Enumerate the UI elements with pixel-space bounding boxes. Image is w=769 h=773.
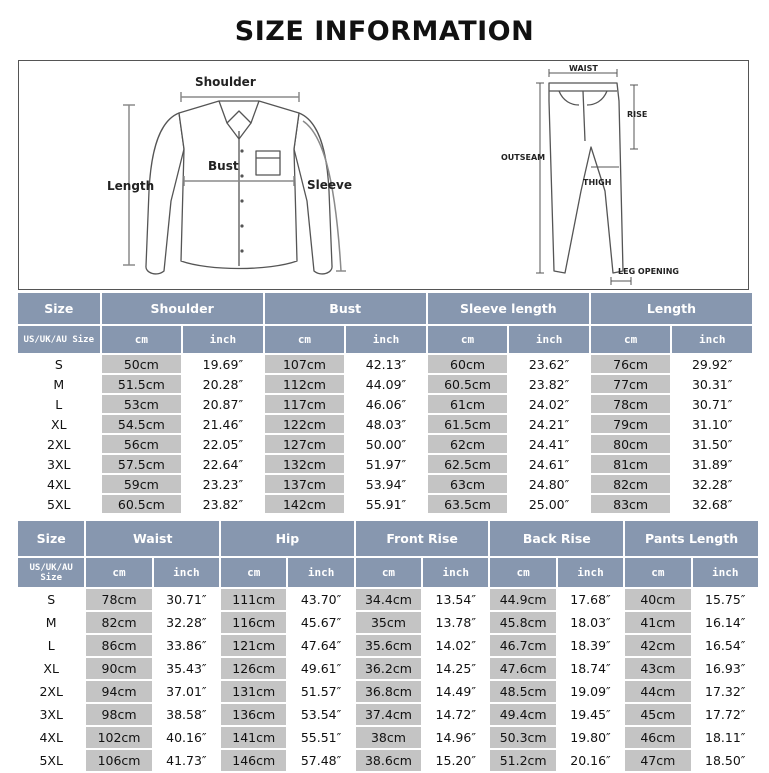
cm-value-cell: 36.8cm: [356, 681, 421, 702]
inch-value-cell: 17.72″: [693, 704, 759, 725]
cm-value-cell: 51.2cm: [490, 750, 555, 771]
inch-value-cell: 23.82″: [183, 495, 263, 513]
size-cell: XL: [18, 415, 100, 433]
inch-value-cell: 16.93″: [693, 658, 759, 679]
unit-cm-header: cm: [86, 558, 151, 587]
cm-value-cell: 45cm: [625, 704, 690, 725]
measurement-diagram: [18, 60, 749, 290]
shirt-illustration: [146, 101, 332, 274]
inch-value-cell: 32.28″: [672, 475, 752, 493]
cm-value-cell: 141cm: [221, 727, 286, 748]
unit-cm-header: cm: [102, 326, 182, 353]
inch-value-cell: 30.31″: [672, 375, 752, 393]
inch-value-cell: 15.75″: [693, 589, 759, 610]
inch-value-cell: 17.68″: [558, 589, 623, 610]
inch-value-cell: 51.57″: [288, 681, 353, 702]
inch-value-cell: 14.25″: [423, 658, 488, 679]
top-size-table: [16, 291, 754, 515]
table-row: [18, 727, 758, 748]
size-region-label: US/UK/AU Size: [18, 558, 84, 587]
cm-value-cell: 61.5cm: [428, 415, 508, 433]
cm-value-cell: 46cm: [625, 727, 690, 748]
cm-value-cell: 102cm: [86, 727, 151, 748]
inch-value-cell: 20.87″: [183, 395, 263, 413]
cm-value-cell: 122cm: [265, 415, 345, 433]
size-cell: 2XL: [18, 435, 100, 453]
cm-value-cell: 121cm: [221, 635, 286, 656]
group-header: Length: [591, 293, 752, 324]
unit-cm-header: cm: [221, 558, 286, 587]
inch-value-cell: 20.28″: [183, 375, 263, 393]
page-title: SIZE INFORMATION: [234, 16, 535, 47]
cm-value-cell: 35.6cm: [356, 635, 421, 656]
inch-value-cell: 51.97″: [346, 455, 426, 473]
cm-value-cell: 54.5cm: [102, 415, 182, 433]
cm-value-cell: 79cm: [591, 415, 671, 433]
cm-value-cell: 136cm: [221, 704, 286, 725]
table-row: [18, 395, 752, 413]
cm-value-cell: 76cm: [591, 355, 671, 373]
inch-value-cell: 42.13″: [346, 355, 426, 373]
inch-value-cell: 14.72″: [423, 704, 488, 725]
size-cell: S: [18, 355, 100, 373]
group-header: Back Rise: [490, 521, 623, 556]
cm-value-cell: 46.7cm: [490, 635, 555, 656]
inch-value-cell: 18.50″: [693, 750, 759, 771]
inch-value-cell: 17.32″: [693, 681, 759, 702]
cm-value-cell: 36.2cm: [356, 658, 421, 679]
bottom-size-table: [16, 519, 760, 773]
inch-value-cell: 40.16″: [154, 727, 219, 748]
inch-value-cell: 48.03″: [346, 415, 426, 433]
size-region-label: US/UK/AU Size: [18, 326, 100, 353]
inch-value-cell: 15.20″: [423, 750, 488, 771]
inch-value-cell: 24.61″: [509, 455, 589, 473]
unit-cm-header: cm: [625, 558, 690, 587]
inch-value-cell: 16.54″: [693, 635, 759, 656]
cm-value-cell: 38cm: [356, 727, 421, 748]
inch-value-cell: 14.49″: [423, 681, 488, 702]
size-cell: L: [18, 395, 100, 413]
cm-value-cell: 63.5cm: [428, 495, 508, 513]
group-header: Sleeve length: [428, 293, 589, 324]
inch-value-cell: 30.71″: [154, 589, 219, 610]
outseam-label: OUTSEAM: [501, 153, 546, 162]
inch-value-cell: 19.69″: [183, 355, 263, 373]
inch-value-cell: 53.54″: [288, 704, 353, 725]
cm-value-cell: 146cm: [221, 750, 286, 771]
size-cell: 4XL: [18, 475, 100, 493]
cm-value-cell: 112cm: [265, 375, 345, 393]
cm-value-cell: 61cm: [428, 395, 508, 413]
inch-value-cell: 19.45″: [558, 704, 623, 725]
inch-value-cell: 55.91″: [346, 495, 426, 513]
size-cell: 4XL: [18, 727, 84, 748]
table-row: [18, 455, 752, 473]
table-row: [18, 589, 758, 610]
size-cell: S: [18, 589, 84, 610]
cm-value-cell: 82cm: [591, 475, 671, 493]
table-row: [18, 355, 752, 373]
cm-value-cell: 83cm: [591, 495, 671, 513]
table-row: [18, 681, 758, 702]
size-cell: 3XL: [18, 704, 84, 725]
inch-value-cell: 31.10″: [672, 415, 752, 433]
cm-value-cell: 132cm: [265, 455, 345, 473]
unit-inch-header: inch: [346, 326, 426, 353]
inch-value-cell: 24.41″: [509, 435, 589, 453]
size-header: Size: [18, 293, 100, 324]
cm-value-cell: 44.9cm: [490, 589, 555, 610]
cm-value-cell: 56cm: [102, 435, 182, 453]
inch-value-cell: 57.48″: [288, 750, 353, 771]
inch-value-cell: 22.64″: [183, 455, 263, 473]
inch-value-cell: 41.73″: [154, 750, 219, 771]
rise-label: RISE: [627, 110, 648, 119]
cm-value-cell: 78cm: [86, 589, 151, 610]
cm-value-cell: 42cm: [625, 635, 690, 656]
inch-value-cell: 29.92″: [672, 355, 752, 373]
inch-value-cell: 19.80″: [558, 727, 623, 748]
cm-value-cell: 38.6cm: [356, 750, 421, 771]
cm-value-cell: 37.4cm: [356, 704, 421, 725]
cm-value-cell: 90cm: [86, 658, 151, 679]
cm-value-cell: 43cm: [625, 658, 690, 679]
cm-value-cell: 116cm: [221, 612, 286, 633]
group-header: Waist: [86, 521, 219, 556]
table-row: [18, 415, 752, 433]
cm-value-cell: 81cm: [591, 455, 671, 473]
table-row: [18, 475, 752, 493]
garment-illustration: [19, 61, 750, 291]
unit-inch-header: inch: [154, 558, 219, 587]
size-header: Size: [18, 521, 84, 556]
cm-value-cell: 62cm: [428, 435, 508, 453]
inch-value-cell: 21.46″: [183, 415, 263, 433]
inch-value-cell: 18.74″: [558, 658, 623, 679]
inch-value-cell: 23.82″: [509, 375, 589, 393]
unit-cm-header: cm: [591, 326, 671, 353]
size-cell: M: [18, 612, 84, 633]
unit-inch-header: inch: [183, 326, 263, 353]
cm-value-cell: 94cm: [86, 681, 151, 702]
inch-value-cell: 24.80″: [509, 475, 589, 493]
cm-value-cell: 35cm: [356, 612, 421, 633]
cm-value-cell: 47.6cm: [490, 658, 555, 679]
cm-value-cell: 111cm: [221, 589, 286, 610]
inch-value-cell: 25.00″: [509, 495, 589, 513]
cm-value-cell: 98cm: [86, 704, 151, 725]
table-row: [18, 658, 758, 679]
inch-value-cell: 47.64″: [288, 635, 353, 656]
inch-value-cell: 13.54″: [423, 589, 488, 610]
cm-value-cell: 62.5cm: [428, 455, 508, 473]
unit-inch-header: inch: [693, 558, 759, 587]
cm-value-cell: 41cm: [625, 612, 690, 633]
inch-value-cell: 43.70″: [288, 589, 353, 610]
table-row: [18, 612, 758, 633]
unit-inch-header: inch: [423, 558, 488, 587]
cm-value-cell: 49.4cm: [490, 704, 555, 725]
inch-value-cell: 18.03″: [558, 612, 623, 633]
group-header: Hip: [221, 521, 354, 556]
inch-value-cell: 32.28″: [154, 612, 219, 633]
cm-value-cell: 80cm: [591, 435, 671, 453]
inch-value-cell: 37.01″: [154, 681, 219, 702]
inch-value-cell: 18.11″: [693, 727, 759, 748]
inch-value-cell: 13.78″: [423, 612, 488, 633]
group-header: Bust: [265, 293, 426, 324]
table-row: [18, 375, 752, 393]
unit-inch-header: inch: [509, 326, 589, 353]
inch-value-cell: 23.62″: [509, 355, 589, 373]
cm-value-cell: 60.5cm: [428, 375, 508, 393]
unit-inch-header: inch: [558, 558, 623, 587]
size-cell: M: [18, 375, 100, 393]
inch-value-cell: 22.05″: [183, 435, 263, 453]
table-row: [18, 635, 758, 656]
inch-value-cell: 32.68″: [672, 495, 752, 513]
length-label: Length: [107, 179, 155, 193]
cm-value-cell: 60.5cm: [102, 495, 182, 513]
inch-value-cell: 18.39″: [558, 635, 623, 656]
inch-value-cell: 49.61″: [288, 658, 353, 679]
unit-inch-header: inch: [672, 326, 752, 353]
shoulder-label: Shoulder: [195, 75, 256, 89]
sleeve-label: Sleeve: [307, 178, 352, 192]
inch-value-cell: 45.67″: [288, 612, 353, 633]
inch-value-cell: 20.16″: [558, 750, 623, 771]
group-header: Front Rise: [356, 521, 489, 556]
cm-value-cell: 59cm: [102, 475, 182, 493]
inch-value-cell: 24.21″: [509, 415, 589, 433]
inch-value-cell: 14.02″: [423, 635, 488, 656]
cm-value-cell: 48.5cm: [490, 681, 555, 702]
cm-value-cell: 53cm: [102, 395, 182, 413]
table-row: [18, 704, 758, 725]
unit-inch-header: inch: [288, 558, 353, 587]
size-cell: XL: [18, 658, 84, 679]
cm-value-cell: 127cm: [265, 435, 345, 453]
inch-value-cell: 30.71″: [672, 395, 752, 413]
inch-value-cell: 19.09″: [558, 681, 623, 702]
cm-value-cell: 40cm: [625, 589, 690, 610]
inch-value-cell: 55.51″: [288, 727, 353, 748]
cm-value-cell: 50cm: [102, 355, 182, 373]
unit-cm-header: cm: [356, 558, 421, 587]
cm-value-cell: 77cm: [591, 375, 671, 393]
cm-value-cell: 131cm: [221, 681, 286, 702]
cm-value-cell: 34.4cm: [356, 589, 421, 610]
cm-value-cell: 45.8cm: [490, 612, 555, 633]
size-cell: 5XL: [18, 750, 84, 771]
cm-value-cell: 137cm: [265, 475, 345, 493]
inch-value-cell: 38.58″: [154, 704, 219, 725]
group-header: Pants Length: [625, 521, 758, 556]
thigh-label: THIGH: [583, 178, 612, 187]
unit-cm-header: cm: [265, 326, 345, 353]
size-cell: 2XL: [18, 681, 84, 702]
cm-value-cell: 142cm: [265, 495, 345, 513]
bust-label: Bust: [208, 159, 239, 173]
table-row: [18, 750, 758, 771]
cm-value-cell: 117cm: [265, 395, 345, 413]
cm-value-cell: 51.5cm: [102, 375, 182, 393]
cm-value-cell: 106cm: [86, 750, 151, 771]
inch-value-cell: 14.96″: [423, 727, 488, 748]
cm-value-cell: 47cm: [625, 750, 690, 771]
cm-value-cell: 107cm: [265, 355, 345, 373]
cm-value-cell: 60cm: [428, 355, 508, 373]
cm-value-cell: 86cm: [86, 635, 151, 656]
table-row: [18, 435, 752, 453]
inch-value-cell: 44.09″: [346, 375, 426, 393]
cm-value-cell: 82cm: [86, 612, 151, 633]
unit-cm-header: cm: [428, 326, 508, 353]
cm-value-cell: 78cm: [591, 395, 671, 413]
unit-cm-header: cm: [490, 558, 555, 587]
size-cell: L: [18, 635, 84, 656]
inch-value-cell: 50.00″: [346, 435, 426, 453]
table-row: [18, 495, 752, 513]
cm-value-cell: 57.5cm: [102, 455, 182, 473]
inch-value-cell: 31.89″: [672, 455, 752, 473]
inch-value-cell: 53.94″: [346, 475, 426, 493]
size-cell: 5XL: [18, 495, 100, 513]
inch-value-cell: 31.50″: [672, 435, 752, 453]
inch-value-cell: 24.02″: [509, 395, 589, 413]
cm-value-cell: 126cm: [221, 658, 286, 679]
inch-value-cell: 46.06″: [346, 395, 426, 413]
cm-value-cell: 44cm: [625, 681, 690, 702]
cm-value-cell: 50.3cm: [490, 727, 555, 748]
inch-value-cell: 16.14″: [693, 612, 759, 633]
waist-label: WAIST: [569, 64, 598, 73]
leg-opening-label: LEG OPENING: [618, 267, 679, 276]
inch-value-cell: 33.86″: [154, 635, 219, 656]
cm-value-cell: 63cm: [428, 475, 508, 493]
group-header: Shoulder: [102, 293, 263, 324]
size-cell: 3XL: [18, 455, 100, 473]
inch-value-cell: 35.43″: [154, 658, 219, 679]
inch-value-cell: 23.23″: [183, 475, 263, 493]
